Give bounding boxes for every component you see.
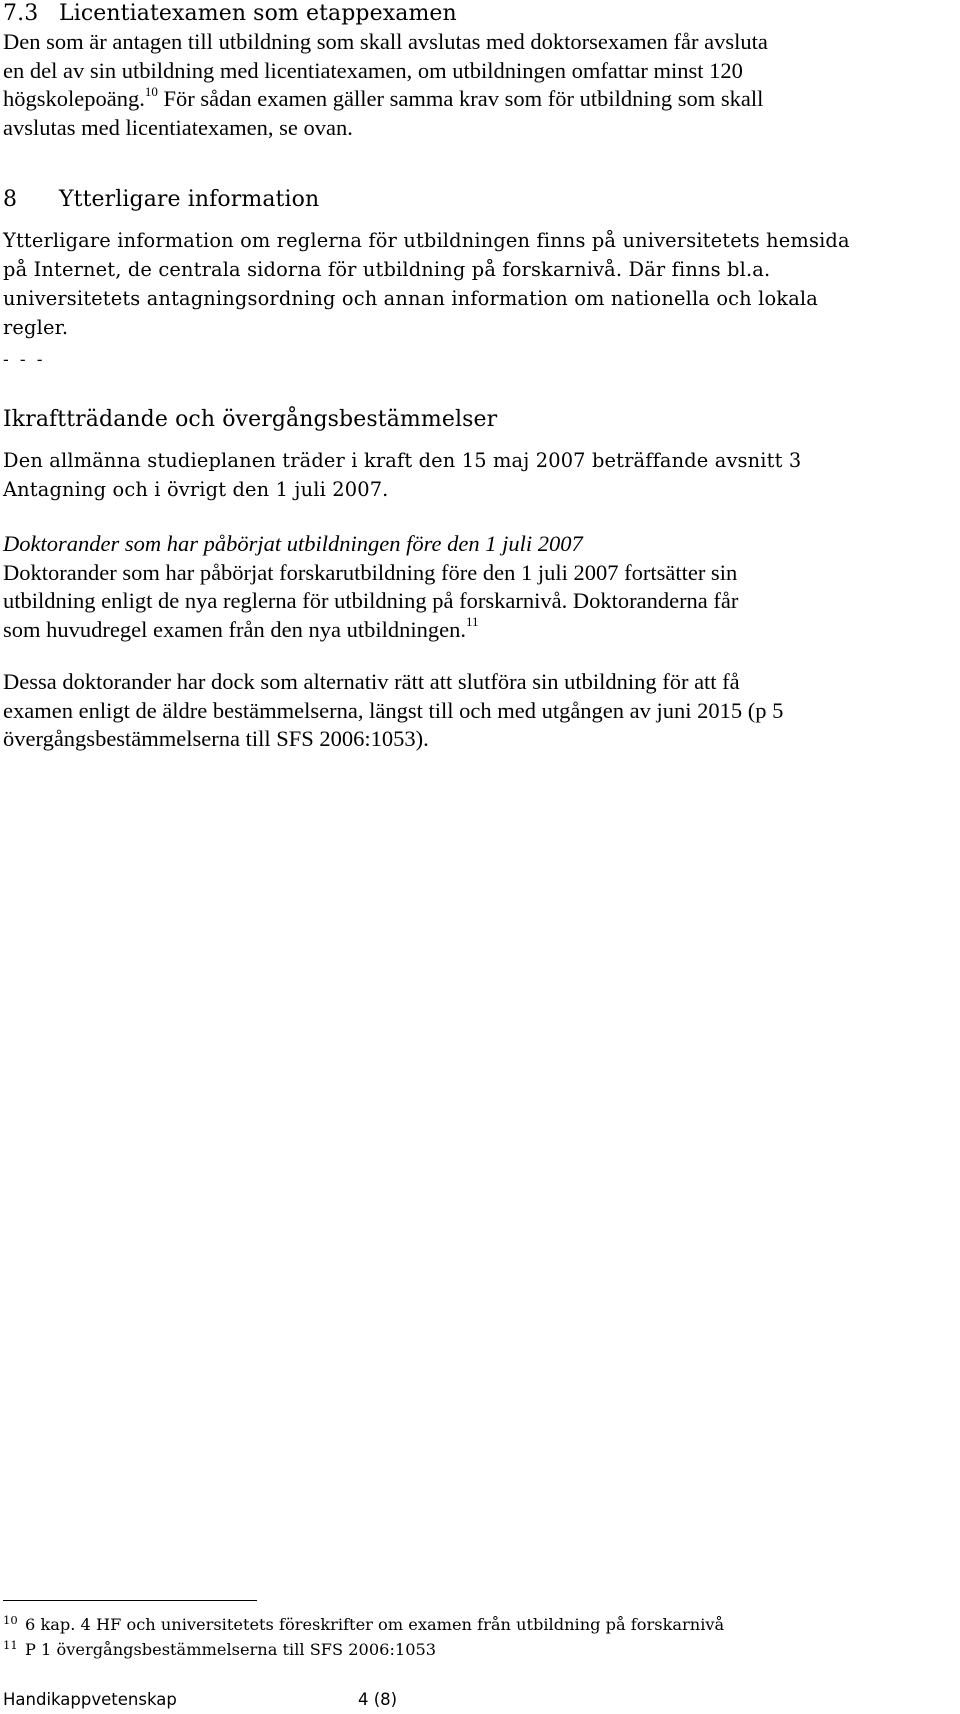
transition-heading: Ikraftträdande och övergångsbestämmelser — [3, 407, 498, 432]
section-7-3-number: 7.3 — [3, 1, 39, 26]
section-7-3-line-4: avslutas med licentiatexamen, se ovan. — [3, 114, 353, 140]
section-8-line-2: på Internet, de centrala sidorna för utbildning på forskarnivå. Där finns bl.a. — [3, 258, 771, 281]
alternative-line-3: övergångsbestämmelserna till SFS 2006:1053). — [3, 726, 429, 751]
section-7-3-line-3-end: För sådan examen gäller samma krav som för utbildning som skall — [157, 86, 764, 111]
section-8-title: Ytterligare information — [59, 187, 320, 212]
section-8-heading — [3, 186, 319, 214]
alternative-section — [3, 668, 953, 754]
section-7-3-line-1: Den som är antagen till utbildning som skall avslutas med doktorsexamen får avsluta — [3, 29, 768, 54]
footnote-divider — [3, 1600, 257, 1601]
transition-line-1: Den allmänna studieplanen träder i kraft den 15 maj 2007 beträffande avsnitt 3 — [3, 449, 802, 472]
alternative-line-1: Dessa doktorander har dock som alternativ rätt att slutföra sin utbildning för att få — [3, 669, 740, 694]
doctoral-line-3 — [3, 616, 953, 645]
doctoral-subtitle: Doktorander som har påbörjat utbildningen före den 1 juli 2007 — [3, 531, 583, 556]
section-8-number: 8 — [3, 187, 18, 212]
doctoral-line-3-text: som huvudregel examen från den nya utbildningen. — [3, 616, 466, 642]
section-8-line-3: universitetets antagningsordning och annan information om nationella och lokala — [3, 287, 818, 310]
alternative-line-2: examen enligt de äldre bestämmelserna, längst till och med utgången av juni 2015 (p 5 — [3, 697, 784, 723]
footnotes — [3, 1612, 724, 1662]
transition-line-2: Antagning och i övrigt den 1 juli 2007. — [3, 478, 389, 501]
transition-body — [3, 446, 953, 504]
doctoral-line-1: Doktorander som har påbörjat forskarutbildning före den 1 juli 2007 fortsätter sin — [3, 559, 738, 585]
section-7-3-line-2: en del av sin utbildning med licentiatexamen, om utbildningen omfattar minst 120 — [3, 57, 743, 83]
section-separator: - - - — [3, 350, 46, 369]
section-7-3-title: Licentiatexamen som etappexamen — [59, 1, 457, 26]
section-7-3-line-3 — [3, 85, 953, 114]
section-8-line-1: Ytterligare information om reglerna för utbildningen finns på universitetets hemsida — [3, 229, 850, 252]
footer-department: Handikappvetenskap — [3, 1690, 177, 1709]
section-7-3-body — [3, 28, 953, 142]
footnote-11-text: P 1 övergångsbestämmelserna till SFS 2006:1053 — [25, 1640, 437, 1659]
footnote-ref-11: 11 — [466, 614, 479, 629]
section-8-line-4: regler. — [3, 316, 69, 339]
doctoral-line-2: utbildning enligt de nya reglerna för utbildning på forskarnivå. Doktoranderna får — [3, 588, 739, 613]
doctoral-section — [3, 530, 953, 644]
footnote-11: 11 P 1 övergångsbestämmelserna till SFS 2006:1053 — [3, 1637, 437, 1659]
footnote-10-text: 6 kap. 4 HF och universitetets föreskrifter om examen från utbildning på forskarnivå — [25, 1615, 725, 1634]
footer-page-number: 4 (8) — [358, 1690, 398, 1709]
section-7-3-heading — [3, 0, 457, 28]
footnote-10: 10 6 kap. 4 HF och universitetets föreskrifter om examen från utbildning på forskarnivå — [3, 1612, 725, 1634]
section-8-body — [3, 226, 953, 342]
footnote-ref-10: 10 — [144, 83, 158, 99]
section-7-3-line-3-start: högskolepoäng. — [3, 86, 145, 111]
